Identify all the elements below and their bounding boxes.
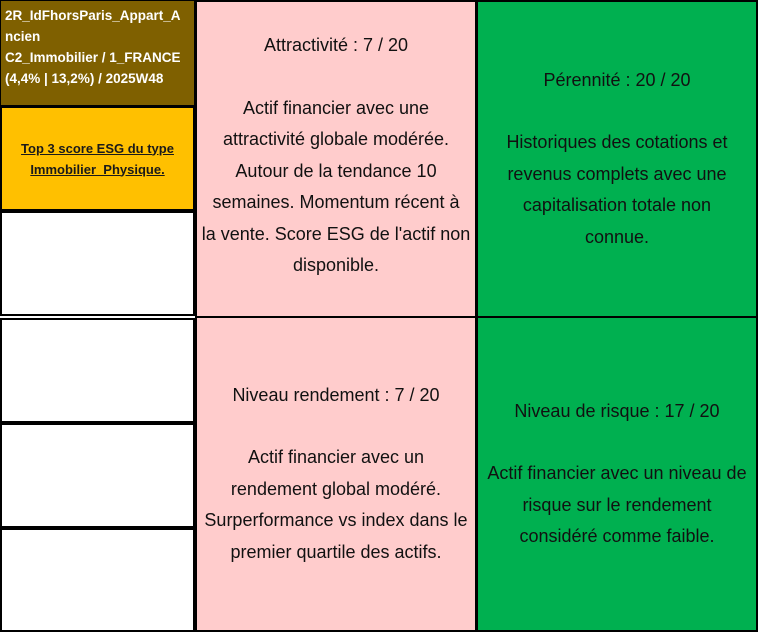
asset-header-line: (4,4% | 13,2%) / 2025W48: [5, 71, 164, 86]
rendement-cell: [195, 316, 477, 632]
risque-cell: [476, 316, 758, 632]
risque-text: risque sur le rendement: [522, 494, 712, 515]
perennite-text: Historiques des cotations et: [506, 132, 728, 153]
asset-header-line: 2R_IdFhorsParis_Appart_A: [5, 8, 181, 23]
attractivite-text: Autour de la tendance 10: [235, 160, 437, 181]
attractivite-text: semaines. Momentum récent à: [212, 192, 460, 213]
asset-header-line: C2_Immobilier / 1_FRANCE: [5, 50, 181, 65]
rendement-title: Niveau rendement : 7 / 20: [232, 384, 440, 405]
empty-cell: [0, 528, 195, 632]
perennite-text: connue.: [584, 226, 650, 247]
attractivite-text: disponible.: [292, 255, 380, 276]
perennite-cell: [476, 0, 758, 318]
attractivite-title: Attractivité : 7 / 20: [263, 35, 409, 56]
rendement-text: Actif financier avec un: [247, 447, 425, 468]
perennite-text: revenus complets avec une: [507, 163, 727, 184]
risque-title: Niveau de risque : 17 / 20: [514, 400, 720, 421]
empty-cell: [0, 211, 195, 316]
asset-header: [0, 0, 195, 106]
rendement-text: premier quartile des actifs.: [230, 541, 442, 562]
top3-esg-link[interactable]: Top 3 score ESG du type Immobilier_Physique.: [21, 140, 174, 177]
attractivite-text: la vente. Score ESG de l'actif non: [201, 223, 471, 244]
attractivite-text: attractivité globale modérée.: [222, 129, 450, 150]
attractivite-cell: [195, 0, 477, 318]
empty-cell: [0, 423, 195, 528]
asset-header-line: ncien: [5, 29, 41, 44]
top3-esg-cell: [0, 106, 195, 211]
risque-text: considéré comme faible.: [519, 526, 715, 546]
rendement-text: Surperformance vs index dans le: [204, 510, 468, 531]
perennite-title: Pérennité : 20 / 20: [543, 69, 691, 90]
empty-cell: [0, 318, 195, 423]
risque-text: Actif financier avec un niveau de: [487, 463, 747, 483]
rendement-text: rendement global modéré.: [230, 478, 442, 499]
perennite-text: capitalisation totale non: [522, 195, 712, 216]
attractivite-text: Actif financier avec une: [242, 97, 430, 118]
